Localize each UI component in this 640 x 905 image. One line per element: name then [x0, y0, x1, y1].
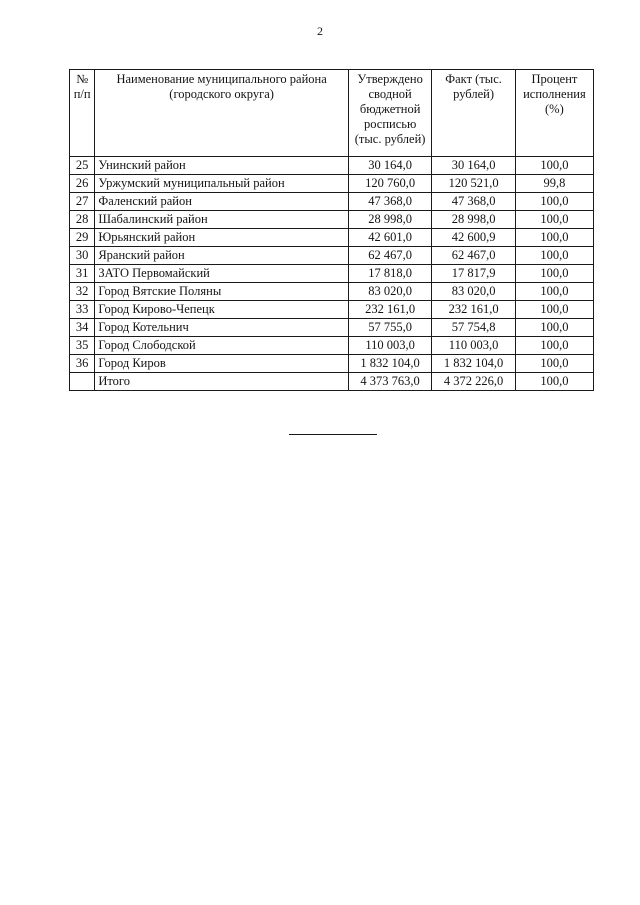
header-row — [70, 70, 594, 157]
row-fact: 30 164,0 — [432, 157, 515, 175]
row-name: Юрьянский район — [95, 229, 349, 247]
total-plan: 4 373 763,0 — [348, 373, 431, 391]
total-num — [70, 373, 95, 391]
table-row — [70, 301, 594, 319]
header-pct: Процент исполнения (%) — [515, 70, 593, 157]
row-name: Унинский район — [95, 157, 349, 175]
row-num: 25 — [70, 157, 95, 175]
table-row — [70, 283, 594, 301]
table-row — [70, 175, 594, 193]
budget-execution-table — [69, 69, 594, 391]
total-name: Итого — [95, 373, 349, 391]
row-plan: 83 020,0 — [348, 283, 431, 301]
row-fact: 83 020,0 — [432, 283, 515, 301]
row-plan: 42 601,0 — [348, 229, 431, 247]
row-plan: 110 003,0 — [348, 337, 431, 355]
row-fact: 57 754,8 — [432, 319, 515, 337]
row-pct: 100,0 — [515, 301, 593, 319]
row-fact: 28 998,0 — [432, 211, 515, 229]
row-plan: 47 368,0 — [348, 193, 431, 211]
total-pct: 100,0 — [515, 373, 593, 391]
table-row — [70, 355, 594, 373]
table-header — [70, 70, 594, 157]
row-num: 33 — [70, 301, 95, 319]
row-fact: 42 600,9 — [432, 229, 515, 247]
row-pct: 99,8 — [515, 175, 593, 193]
table-row — [70, 157, 594, 175]
table-row — [70, 337, 594, 355]
table-row — [70, 319, 594, 337]
page-number: 2 — [317, 24, 323, 38]
row-plan: 30 164,0 — [348, 157, 431, 175]
row-pct: 100,0 — [515, 157, 593, 175]
header-plan: Утверждено сводной бюджетной росписью (тыс. рублей) — [348, 70, 431, 157]
row-num: 31 — [70, 265, 95, 283]
header-fact: Факт (тыс. рублей) — [432, 70, 515, 157]
table-row — [70, 265, 594, 283]
row-name: Город Котельнич — [95, 319, 349, 337]
row-fact: 110 003,0 — [432, 337, 515, 355]
row-fact: 232 161,0 — [432, 301, 515, 319]
row-name: Уржумский муниципальный район — [95, 175, 349, 193]
row-plan: 62 467,0 — [348, 247, 431, 265]
row-plan: 57 755,0 — [348, 319, 431, 337]
row-name: Шабалинский район — [95, 211, 349, 229]
row-num: 32 — [70, 283, 95, 301]
row-fact: 17 817,9 — [432, 265, 515, 283]
row-num: 27 — [70, 193, 95, 211]
row-pct: 100,0 — [515, 355, 593, 373]
row-num: 30 — [70, 247, 95, 265]
row-fact: 120 521,0 — [432, 175, 515, 193]
row-pct: 100,0 — [515, 247, 593, 265]
row-num: 36 — [70, 355, 95, 373]
row-num: 35 — [70, 337, 95, 355]
row-pct: 100,0 — [515, 211, 593, 229]
row-name: Фаленский район — [95, 193, 349, 211]
row-plan: 1 832 104,0 — [348, 355, 431, 373]
end-separator-line — [289, 434, 377, 435]
row-name: Город Киров — [95, 355, 349, 373]
row-name: Яранский район — [95, 247, 349, 265]
row-pct: 100,0 — [515, 337, 593, 355]
row-num: 26 — [70, 175, 95, 193]
table-row — [70, 229, 594, 247]
table-row — [70, 247, 594, 265]
header-name: Наименование муниципального района (городского округа) — [95, 70, 349, 157]
total-row — [70, 373, 594, 391]
row-pct: 100,0 — [515, 229, 593, 247]
row-plan: 232 161,0 — [348, 301, 431, 319]
row-num: 28 — [70, 211, 95, 229]
row-pct: 100,0 — [515, 265, 593, 283]
row-pct: 100,0 — [515, 283, 593, 301]
row-plan: 120 760,0 — [348, 175, 431, 193]
row-plan: 28 998,0 — [348, 211, 431, 229]
row-num: 29 — [70, 229, 95, 247]
total-fact: 4 372 226,0 — [432, 373, 515, 391]
row-fact: 47 368,0 — [432, 193, 515, 211]
header-num: № п/п — [70, 70, 95, 157]
table-row — [70, 211, 594, 229]
row-name: Город Кирово-Чепецк — [95, 301, 349, 319]
row-pct: 100,0 — [515, 319, 593, 337]
row-plan: 17 818,0 — [348, 265, 431, 283]
table-row — [70, 193, 594, 211]
row-name: Город Вятские Поляны — [95, 283, 349, 301]
row-name: ЗАТО Первомайский — [95, 265, 349, 283]
row-num: 34 — [70, 319, 95, 337]
row-fact: 1 832 104,0 — [432, 355, 515, 373]
table-body — [70, 157, 594, 391]
row-pct: 100,0 — [515, 193, 593, 211]
row-name: Город Слободской — [95, 337, 349, 355]
row-fact: 62 467,0 — [432, 247, 515, 265]
